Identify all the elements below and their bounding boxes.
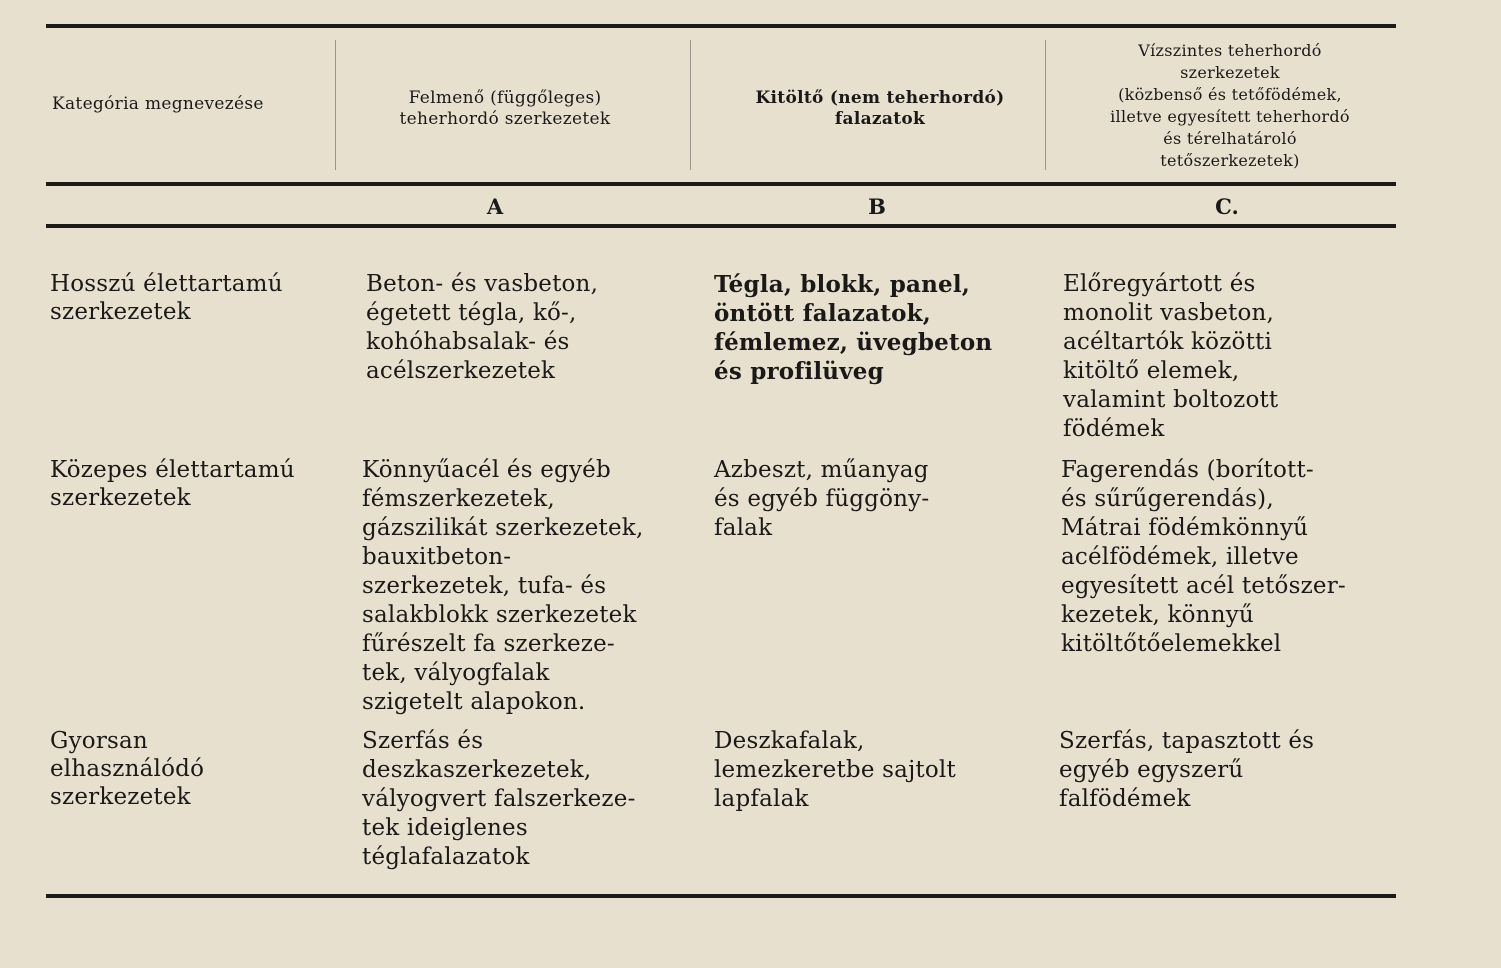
row-2-category: Közepes élettartamú szerkezetek	[50, 457, 295, 511]
row-1-col-c: Előregyártott és monolit vasbeton, acéltartók közötti kitöltő elemek, valamint boltozott födémek	[1063, 271, 1279, 442]
row-1-col-a: Beton- és vasbeton, égetett tégla, kő-, kohóhabsalak- és acélszerkezetek	[366, 271, 599, 384]
row-3-col-a: Szerfás és deszkaszerkezetek, vályogvert falszerkeze- tek ideiglenes téglafalazatok	[362, 728, 636, 870]
header-col-c: Vízszintes teherhordó szerkezetek (közbenső és tetőfödémek, illetve egyesített teherhordó és térelhatároló tetőszerkezetek)	[1110, 41, 1350, 170]
row-3-category: Gyorsan elhasználódó szerkezetek	[50, 728, 205, 810]
column-letter-b: B	[868, 194, 886, 219]
row-1-col-b: Tégla, blokk, panel, öntött falazatok, fémlemez, üvegbeton és profilüveg	[714, 271, 993, 385]
row-1-category: Hosszú élettartamú szerkezetek	[50, 271, 283, 325]
row-3-col-b: Deszkafalak, lemezkeretbe sajtolt lapfalak	[714, 728, 956, 812]
header-divider	[335, 40, 336, 170]
column-letter-a: A	[486, 194, 504, 219]
top-rule	[46, 24, 1396, 28]
header-rule	[46, 182, 1396, 186]
header-col-b: Kitöltő (nem teherhordó) falazatok	[755, 88, 1005, 129]
column-letter-c: C.	[1215, 194, 1239, 219]
header-divider	[690, 40, 691, 170]
header-col-a: Felmenő (függőleges) teherhordó szerkezetek	[399, 88, 611, 129]
row-2-col-c: Fagerendás (borított- és sűrűgerendás), Mátrai födémkönnyű acélfödémek, illetve egyesített acél tetőszer- kezetek, könnyű kitöltőtőelemekkel	[1061, 457, 1346, 657]
row-2-col-a: Könnyűacél és egyéb fémszerkezetek, gázszilikát szerkezetek, bauxitbeton- szerkezetek, tufa- és salakblokk szerkezetek fűrészelt fa szerkeze- tek, vályogfalak szigetelt alapokon.	[362, 457, 644, 715]
header-category: Kategória megnevezése	[52, 94, 264, 114]
letter-rule	[46, 224, 1396, 228]
row-2-col-b: Azbeszt, műanyag és egyéb függöny- falak	[714, 457, 930, 541]
bottom-rule	[46, 894, 1396, 898]
row-3-col-c: Szerfás, tapasztott és egyéb egyszerű falfödémek	[1059, 728, 1315, 812]
